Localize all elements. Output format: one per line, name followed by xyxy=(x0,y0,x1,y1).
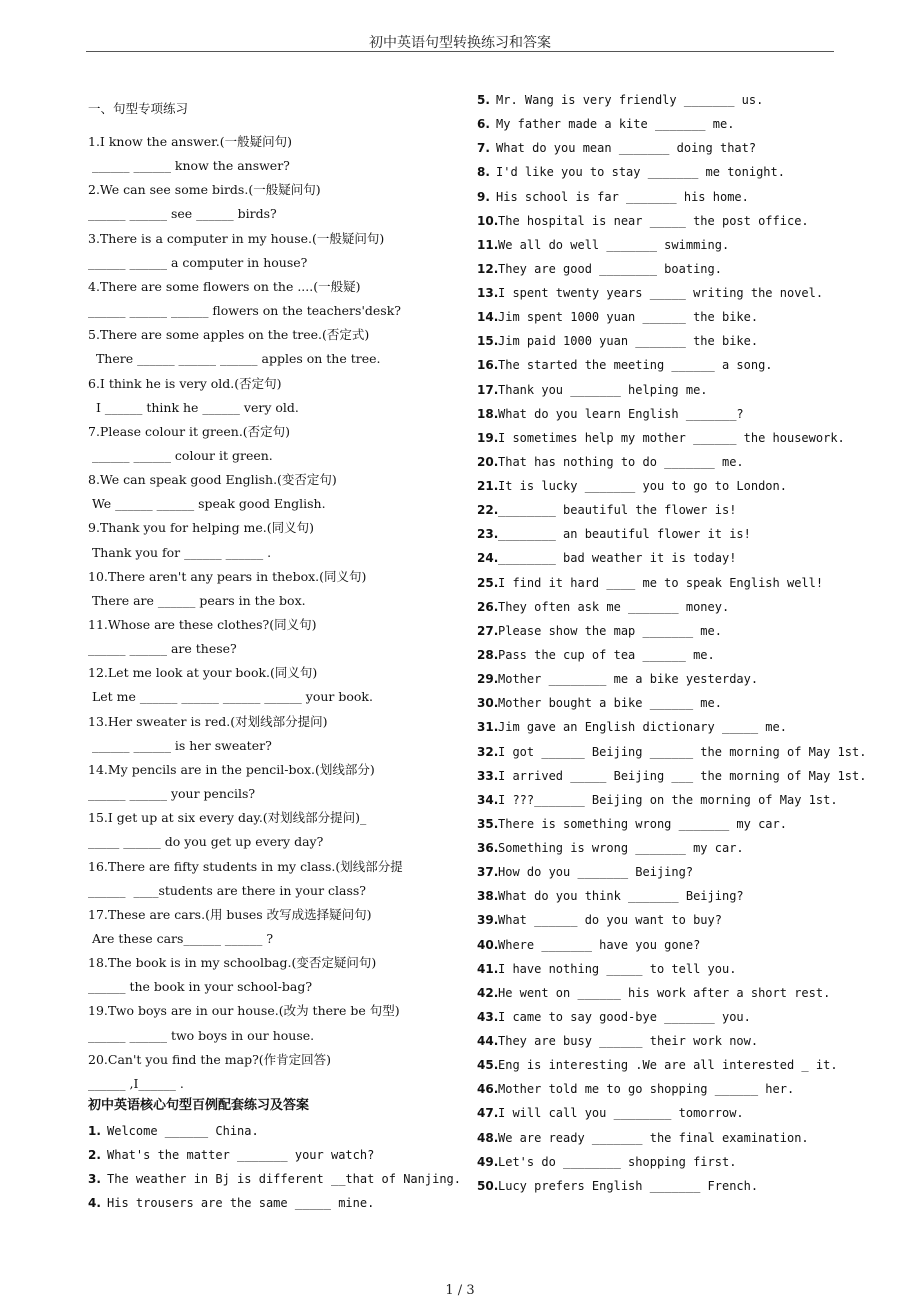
exercise-number: 35. xyxy=(477,816,499,831)
exercise-line: ______ ______ is her sweater? xyxy=(88,737,272,753)
exercise-text: What's the matter _______ your watch? xyxy=(107,1148,375,1163)
exercise-number: 21. xyxy=(477,479,499,494)
exercise-number: 44. xyxy=(477,1034,499,1049)
exercise-line: 2.We can see some birds.(一般疑问句) xyxy=(88,182,321,198)
exercise-number: 23. xyxy=(477,527,499,542)
exercise-text: What ______ do you want to buy? xyxy=(498,913,722,928)
exercise-number: 29. xyxy=(477,672,499,687)
exercise-text: ________ bad weather it is today! xyxy=(498,551,737,566)
exercise-number: 46. xyxy=(477,1082,499,1097)
exercise-number: 4. xyxy=(88,1196,101,1211)
numbered-exercise xyxy=(477,1154,736,1170)
numbered-exercise xyxy=(477,888,744,904)
exercise-number: 22. xyxy=(477,503,499,518)
exercise-line: _____ ______ do you get up every day? xyxy=(88,834,324,850)
header-divider xyxy=(86,51,834,52)
exercise-text: ________ beautiful the flower is! xyxy=(498,503,737,518)
numbered-exercise xyxy=(477,792,838,808)
exercise-line: 7.Please colour it green.(否定句) xyxy=(88,423,291,439)
exercise-text: Something is wrong _______ my car. xyxy=(498,841,744,856)
numbered-exercise xyxy=(477,768,866,784)
numbered-exercise xyxy=(477,92,763,108)
exercise-text: I arrived _____ Beijing ___ the morning of May 1st. xyxy=(498,768,867,783)
exercise-text: He went on ______ his work after a short rest. xyxy=(498,985,831,1000)
exercise-number: 13. xyxy=(477,286,499,301)
exercise-line: ______ ____students are there in your class? xyxy=(88,882,367,898)
exercise-number: 1. xyxy=(88,1124,101,1138)
exercise-text: There is something wrong _______ my car. xyxy=(498,816,787,831)
exercise-line: 18.The book is in my schoolbag.(变否定疑问句) xyxy=(88,955,377,971)
numbered-exercise xyxy=(477,647,715,663)
numbered-exercise xyxy=(477,719,787,735)
numbered-exercise xyxy=(477,406,744,422)
exercise-line: 17.These are cars.(用 buses 改写成选择疑问句) xyxy=(88,906,372,922)
exercise-line: ______ ______ colour it green. xyxy=(88,447,273,463)
numbered-exercise xyxy=(477,599,729,615)
exercise-line: Are these cars______ ______ ? xyxy=(88,930,274,946)
exercise-text: Welcome ______ China. xyxy=(107,1124,259,1138)
exercise-number: 36. xyxy=(477,841,499,856)
exercise-number: 31. xyxy=(477,720,499,735)
exercise-line: We ______ ______ speak good English. xyxy=(88,496,326,512)
exercise-text: That has nothing to do _______ me. xyxy=(498,454,744,469)
exercise-text: They are good ________ boating. xyxy=(498,261,722,276)
exercise-line: There ______ ______ ______ apples on the tree. xyxy=(88,351,381,367)
numbered-exercise xyxy=(477,430,845,446)
exercise-text: My father made a kite _______ me. xyxy=(496,117,735,132)
exercise-text: ________ an beautiful flower it is! xyxy=(498,527,751,542)
exercise-line: 4.There are some flowers on the ....(一般疑) xyxy=(88,278,361,294)
numbered-exercise xyxy=(477,961,736,977)
numbered-exercise xyxy=(477,213,809,229)
numbered-exercise xyxy=(88,1195,374,1211)
exercise-number: 17. xyxy=(477,382,499,397)
numbered-exercise xyxy=(477,164,785,180)
exercise-text: Mother told me to go shopping ______ her. xyxy=(498,1082,795,1097)
numbered-exercise xyxy=(88,1147,374,1163)
exercise-line: 6.I think he is very old.(否定句) xyxy=(88,375,282,391)
numbered-exercise xyxy=(477,526,751,542)
numbered-exercise xyxy=(477,116,734,132)
numbered-exercise xyxy=(477,333,758,349)
exercise-number: 12. xyxy=(477,261,499,276)
exercise-number: 18. xyxy=(477,406,499,421)
exercise-line: 13.Her sweater is red.(对划线部分提问) xyxy=(88,713,328,729)
numbered-exercise xyxy=(477,550,736,566)
exercise-number: 26. xyxy=(477,599,499,614)
exercise-number: 27. xyxy=(477,623,499,638)
exercise-number: 45. xyxy=(477,1058,499,1073)
exercise-text: I got ______ Beijing ______ the morning of May 1st. xyxy=(498,744,867,759)
exercise-text: His school is far _______ his home. xyxy=(496,189,749,204)
exercise-line: 1.I know the answer.(一般疑问句) xyxy=(88,134,292,149)
exercise-line: 20.Can't you find the map?(作肯定回答) xyxy=(88,1051,332,1067)
exercise-text: I came to say good-bye _______ you. xyxy=(498,1009,751,1024)
exercise-number: 30. xyxy=(477,696,499,711)
numbered-exercise xyxy=(477,1105,744,1121)
exercise-number: 37. xyxy=(477,865,499,880)
exercise-number: 39. xyxy=(477,913,499,928)
exercise-number: 38. xyxy=(477,889,499,904)
exercise-text: I sometimes help my mother ______ the housework. xyxy=(498,430,845,445)
numbered-exercise xyxy=(477,864,693,880)
exercise-line: ______ ______ ______ flowers on the teachers'desk? xyxy=(88,303,401,319)
exercise-line: 19.Two boys are in our house.(改为 there be 句型) xyxy=(88,1003,400,1019)
exercise-number: 49. xyxy=(477,1154,499,1169)
exercise-text: We are ready _______ the final examination. xyxy=(498,1130,809,1145)
exercise-text: They are busy ______ their work now. xyxy=(498,1034,759,1049)
exercise-text: Mother bought a bike ______ me. xyxy=(498,696,722,711)
numbered-exercise xyxy=(477,309,758,325)
exercise-text: The started the meeting ______ a song. xyxy=(498,358,773,373)
exercise-text: Jim paid 1000 yuan _______ the bike. xyxy=(498,334,759,349)
exercise-line: I ______ think he ______ very old. xyxy=(88,399,299,415)
exercise-line: ______ ______ know the answer? xyxy=(88,158,290,174)
numbered-exercise xyxy=(477,1178,758,1194)
exercise-text: Mother ________ me a bike yesterday. xyxy=(498,672,759,687)
exercise-text: What do you mean _______ doing that? xyxy=(496,141,757,156)
exercise-text: Where _______ have you gone? xyxy=(498,937,701,952)
numbered-exercise xyxy=(477,502,736,518)
exercise-line: ______ ______ your pencils? xyxy=(88,786,256,802)
exercise-line: ______ ,I______ . xyxy=(88,1075,184,1091)
exercise-text: I will call you ________ tomorrow. xyxy=(498,1106,744,1121)
exercise-number: 2. xyxy=(88,1148,101,1163)
exercise-line: 3.There is a computer in my house.(一般疑问句) xyxy=(88,230,385,246)
exercise-line: Thank you for ______ ______ . xyxy=(88,544,272,560)
exercise-number: 48. xyxy=(477,1130,499,1145)
numbered-exercise xyxy=(477,454,744,470)
exercise-line: 15.I get up at six every day.(对划线部分提问)_ xyxy=(88,810,367,826)
numbered-exercise xyxy=(477,840,744,856)
numbered-exercise xyxy=(477,575,823,591)
exercise-line: ______ ______ a computer in house? xyxy=(88,254,308,270)
exercise-line: 12.Let me look at your book.(同义句) xyxy=(88,665,318,681)
exercise-line: 9.Thank you for helping me.(同义句) xyxy=(88,520,315,536)
exercise-number: 11. xyxy=(477,237,499,252)
exercise-line: ______ ______ are these? xyxy=(88,641,237,657)
exercise-number: 32. xyxy=(477,744,499,759)
exercise-number: 7. xyxy=(477,141,490,156)
exercise-line: 14.My pencils are in the pencil-box.(划线部分) xyxy=(88,761,375,777)
exercise-text: Eng is interesting .We are all interested _ it. xyxy=(498,1058,838,1073)
numbered-exercise xyxy=(88,1123,259,1139)
numbered-exercise xyxy=(477,478,787,494)
exercise-text: We all do well _______ swimming. xyxy=(498,237,730,252)
exercise-number: 42. xyxy=(477,985,499,1000)
exercise-number: 9. xyxy=(477,189,490,204)
exercise-text: What do you learn English _______? xyxy=(498,406,744,421)
exercise-text: Pass the cup of tea ______ me. xyxy=(498,647,715,662)
exercise-text: They often ask me _______ money. xyxy=(498,599,730,614)
exercise-line: 8.We can speak good English.(变否定句) xyxy=(88,472,337,488)
exercise-number: 16. xyxy=(477,358,499,373)
exercise-line: Let me ______ ______ ______ ______ your book. xyxy=(88,689,373,705)
numbered-exercise xyxy=(477,985,830,1001)
exercise-number: 10. xyxy=(477,213,499,228)
exercise-text: His trousers are the same _____ mine. xyxy=(107,1196,375,1211)
numbered-exercise xyxy=(477,285,823,301)
exercise-number: 47. xyxy=(477,1106,499,1121)
exercise-text: I'd like you to stay _______ me tonight. xyxy=(496,165,785,180)
exercise-text: Jim gave an English dictionary _____ me. xyxy=(498,720,787,735)
exercise-text: Please show the map _______ me. xyxy=(498,623,722,638)
exercise-text: How do you _______ Beijing? xyxy=(498,865,694,880)
numbered-exercise xyxy=(477,623,722,639)
exercise-number: 5. xyxy=(477,93,490,107)
numbered-exercise xyxy=(477,816,787,832)
exercise-text: What do you think _______ Beijing? xyxy=(498,889,744,904)
numbered-exercise xyxy=(477,671,758,687)
exercise-number: 43. xyxy=(477,1009,499,1024)
exercise-text: Jim spent 1000 yuan ______ the bike. xyxy=(498,310,759,325)
numbered-exercise xyxy=(477,189,749,205)
exercise-number: 19. xyxy=(477,430,499,445)
numbered-exercise xyxy=(88,1171,461,1187)
page-number: 1 / 3 xyxy=(445,1283,475,1298)
exercise-line: 10.There aren't any pears in thebox.(同义句) xyxy=(88,568,367,584)
exercise-line: ______ the book in your school-bag? xyxy=(88,979,313,995)
numbered-exercise xyxy=(477,744,866,760)
exercise-text: It is lucky _______ you to go to London. xyxy=(498,479,787,494)
exercise-number: 15. xyxy=(477,334,499,349)
numbered-exercise xyxy=(477,1009,751,1025)
exercise-line: ______ ______ two boys in our house. xyxy=(88,1027,315,1043)
exercise-number: 41. xyxy=(477,961,499,976)
exercise-number: 20. xyxy=(477,454,499,469)
exercise-text: I spent twenty years _____ writing the novel. xyxy=(498,286,824,301)
exercise-number: 50. xyxy=(477,1178,499,1193)
exercise-number: 25. xyxy=(477,575,499,590)
exercise-line: 5.There are some apples on the tree.(否定式) xyxy=(88,327,370,343)
exercise-text: Let's do ________ shopping first. xyxy=(498,1154,737,1169)
exercise-number: 14. xyxy=(477,310,499,325)
numbered-exercise xyxy=(477,1130,809,1146)
exercise-number: 8. xyxy=(477,165,490,180)
exercise-number: 6. xyxy=(477,117,490,132)
section-title: 一、句型专项练习 xyxy=(88,101,189,116)
exercise-number: 40. xyxy=(477,937,499,952)
exercise-text: The weather in Bj is different __that of Nanjing. xyxy=(107,1172,462,1187)
numbered-exercise xyxy=(477,1057,838,1073)
exercise-number: 24. xyxy=(477,551,499,566)
numbered-exercise xyxy=(477,1081,794,1097)
exercise-line: ______ ______ see ______ birds? xyxy=(88,206,277,222)
exercise-text: I have nothing _____ to tell you. xyxy=(498,961,737,976)
exercise-number: 28. xyxy=(477,647,499,662)
section2-title: 初中英语核心句型百例配套练习及答案 xyxy=(88,1098,310,1113)
exercise-text: The hospital is near _____ the post office. xyxy=(498,213,809,228)
exercise-text: I ???_______ Beijing on the morning of May 1st. xyxy=(498,792,838,807)
exercise-number: 3. xyxy=(88,1172,101,1187)
numbered-exercise xyxy=(477,1033,758,1049)
numbered-exercise xyxy=(477,357,773,373)
exercise-text: Thank you _______ helping me. xyxy=(498,382,708,397)
numbered-exercise xyxy=(477,695,722,711)
exercise-line: 16.There are fifty students in my class.(划线部分提 xyxy=(88,858,403,874)
exercise-text: I find it hard ____ me to speak English well! xyxy=(498,575,824,590)
exercise-line: There are ______ pears in the box. xyxy=(88,592,306,608)
numbered-exercise xyxy=(477,937,700,953)
exercise-text: Lucy prefers English _______ French. xyxy=(498,1178,759,1193)
page-header-title: 初中英语句型转换练习和答案 xyxy=(369,35,551,51)
numbered-exercise xyxy=(477,912,722,928)
numbered-exercise xyxy=(477,140,756,156)
numbered-exercise xyxy=(477,237,729,253)
exercise-line: 11.Whose are these clothes?(同义句) xyxy=(88,617,317,632)
numbered-exercise xyxy=(477,261,722,277)
numbered-exercise xyxy=(477,382,708,398)
exercise-text: Mr. Wang is very friendly _______ us. xyxy=(496,93,764,107)
exercise-number: 34. xyxy=(477,792,499,807)
exercise-number: 33. xyxy=(477,768,499,783)
